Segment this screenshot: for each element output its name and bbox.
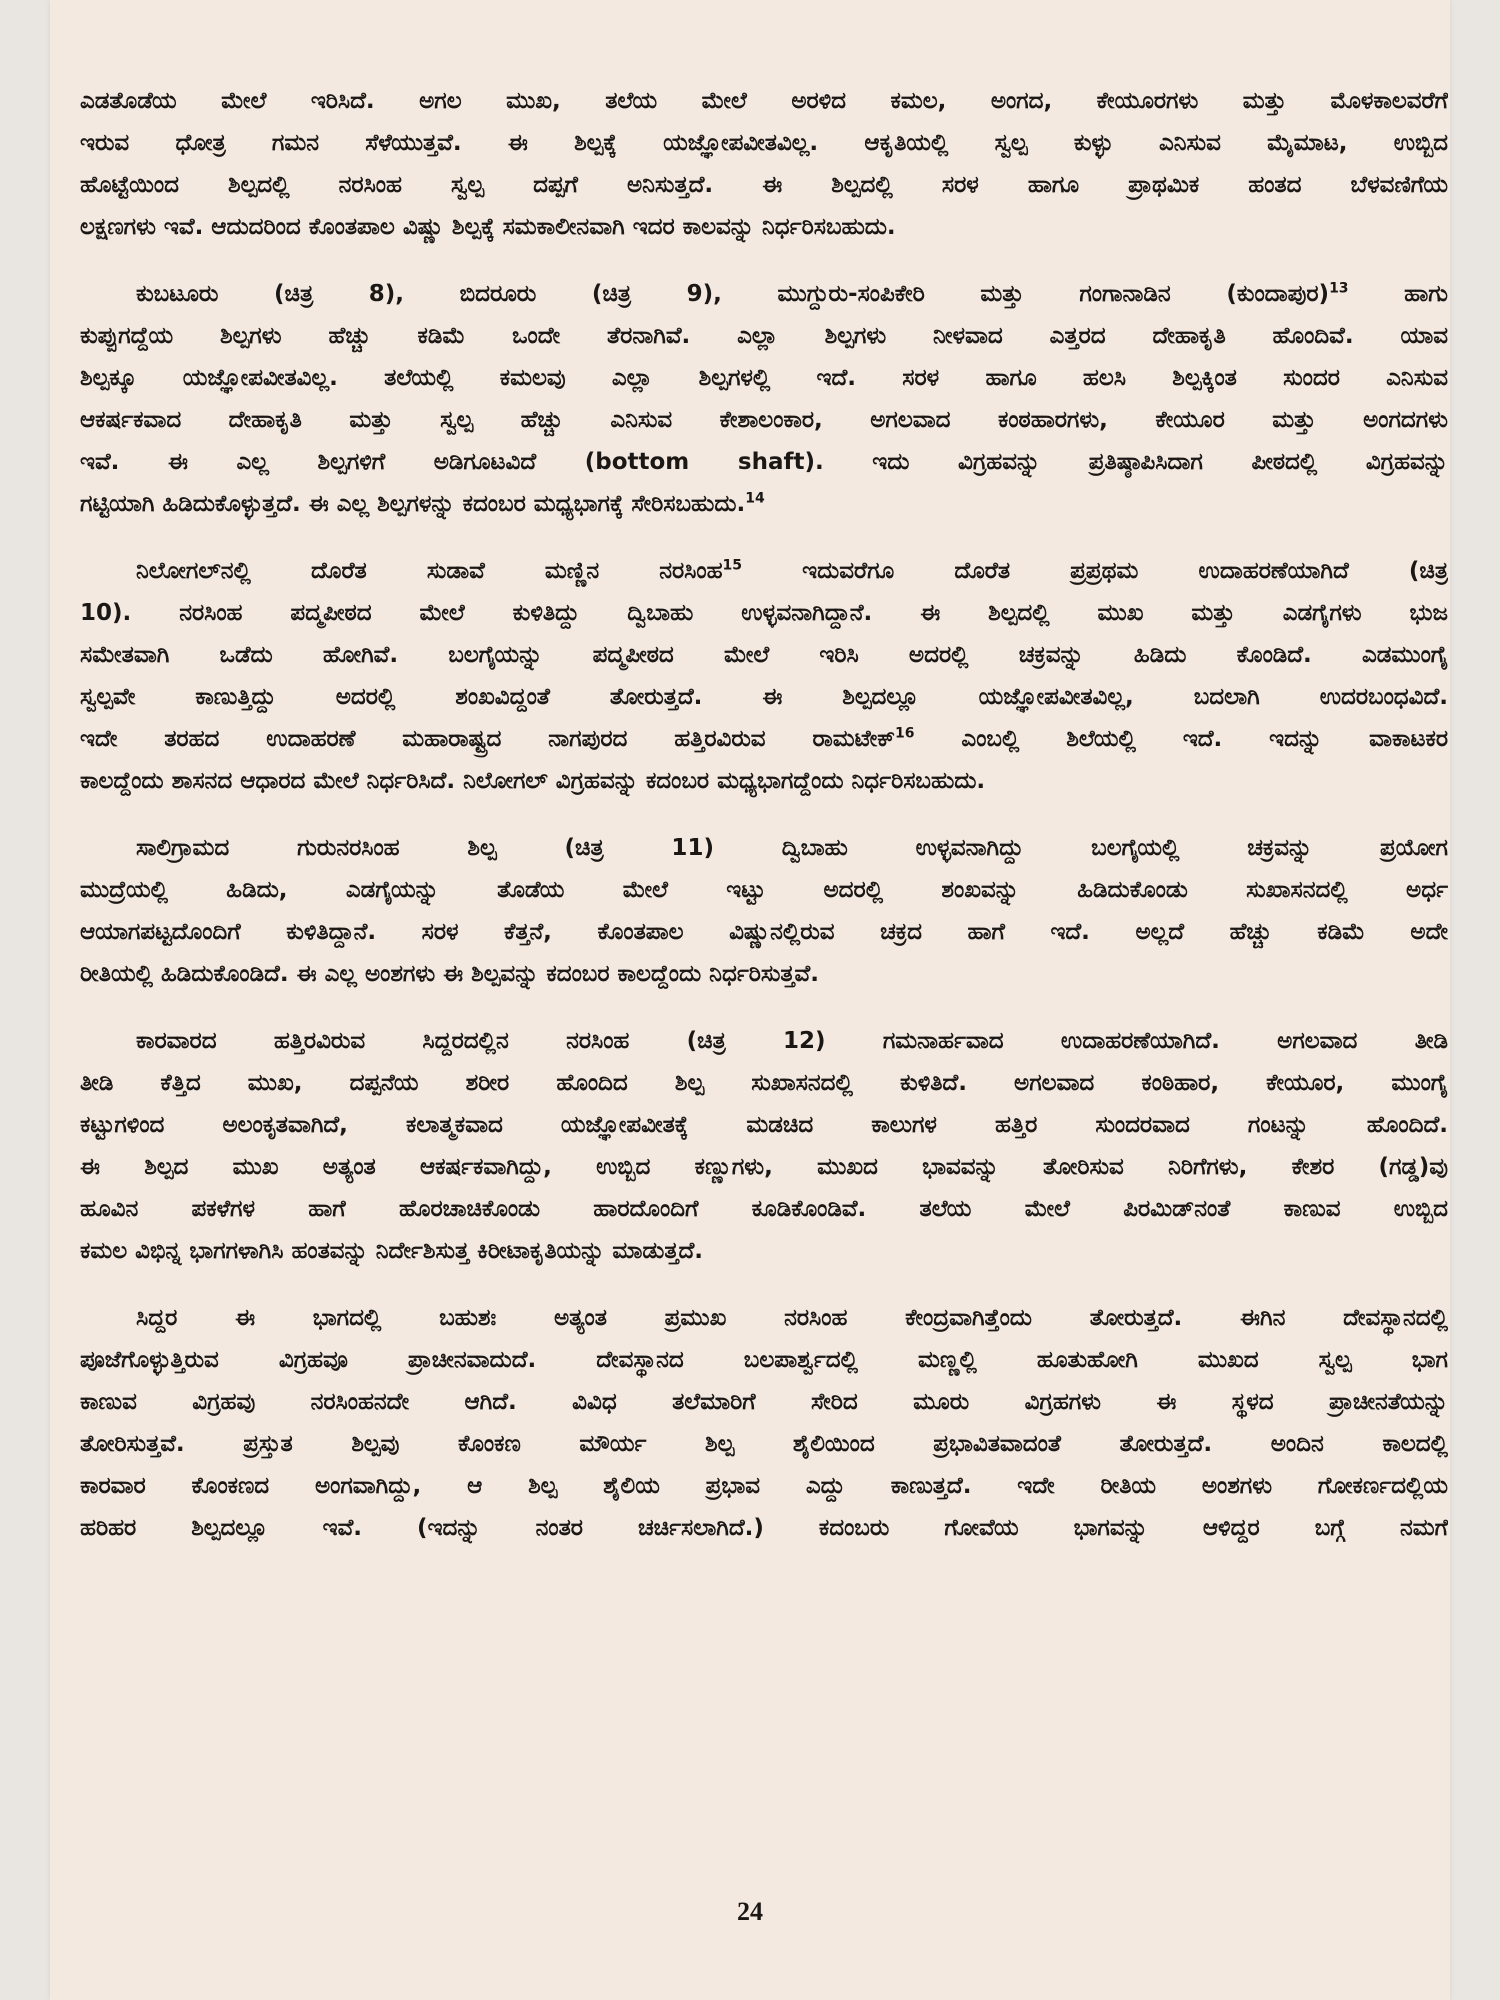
footnote-marker: 15 bbox=[722, 557, 743, 574]
text-line: ಇರುವ ಧೋತ್ರ ಗಮನ ಸೆಳೆಯುತ್ತವೆ. ಈ ಶಿಲ್ಪಕ್ಕೆ ಯಜ್ಞೋಪವೀತವಿಲ್ಲ. ಆಕೃತಿಯಲ್ಲಿ ಸ್ವಲ್ಪ ಕುಳ್ಳು ಎನಿಸುವ ಮೈಮಾಟ, ಉಬ್ಬಿದ bbox=[80, 130, 1448, 156]
line-segment: ಕುಬಟೂರು (ಚಿತ್ರ 8), ಬಿದರೂರು (ಚಿತ್ರ 9), ಮುಗ್ದುರು-ಸಂಪಿಕೇರಿ ಮತ್ತು ಗಂಗಾನಾಡಿನ (ಕುಂದಾಪುರ) bbox=[136, 281, 1330, 307]
text-line: ಪೂಜೆಗೊಳ್ಳುತ್ತಿರುವ ವಿಗ್ರಹವೂ ಪ್ರಾಚೀನವಾದುದೆ. ದೇವಸ್ಥಾನದ ಬಲಪಾರ್ಶ್ವದಲ್ಲಿ ಮಣ್ಣಲ್ಲಿ ಹೂತುಹೋಗಿ ಮುಖದ ಸ್ವಲ್ಪ ಭಾಗ bbox=[80, 1347, 1448, 1373]
text-line bbox=[80, 273, 1448, 315]
text-line: ಸಾಲಿಗ್ರಾಮದ ಗುರುನರಸಿಂಹ ಶಿಲ್ಪ (ಚಿತ್ರ 11) ದ್ವಿಬಾಹು ಉಳ್ಳವನಾಗಿದ್ದು ಬಲಗೈಯಲ್ಲಿ ಚಕ್ರವನ್ನು ಪ್ರಯೋಗ bbox=[136, 835, 1448, 861]
body-text bbox=[80, 80, 1448, 1574]
text-line: ಆಕರ್ಷಕವಾದ ದೇಹಾಕೃತಿ ಮತ್ತು ಸ್ವಲ್ಪ ಹೆಚ್ಚು ಎನಿಸುವ ಕೇಶಾಲಂಕಾರ, ಅಗಲವಾದ ಕಂಠಹಾರಗಳು, ಕೇಯೂರ ಮತ್ತು ಅಂಗದಗಳು bbox=[80, 407, 1448, 433]
text-line: ಕಮಲ ವಿಭಿನ್ನ ಭಾಗಗಳಾಗಿಸಿ ಹಂತವನ್ನು ನಿರ್ದೇಶಿಸುತ್ತ ಕಿರೀಟಾಕೃತಿಯನ್ನು ಮಾಡುತ್ತದೆ. bbox=[80, 1238, 704, 1264]
line-segment: ಇದೇ ತರಹದ ಉದಾಹರಣೆ ಮಹಾರಾಷ್ಟ್ರದ ನಾಗಪುರದ ಹತ್ತಿರವಿರುವ ರಾಮಟೇಕ್ bbox=[80, 726, 896, 752]
text-line: ಹೂವಿನ ಪಕಳೆಗಳ ಹಾಗೆ ಹೊರಚಾಚಿಕೊಂಡು ಹಾರದೊಂದಿಗೆ ಕೂಡಿಕೊಂಡಿವೆ. ತಲೆಯ ಮೇಲೆ ಪಿರಮಿಡ್‌ನಂತೆ ಕಾಣುವ ಉಬ್ಬಿದ bbox=[80, 1196, 1448, 1222]
text-line: ಶಿಲ್ಪಕ್ಕೂ ಯಜ್ಞೋಪವೀತವಿಲ್ಲ. ತಲೆಯಲ್ಲಿ ಕಮಲವು ಎಲ್ಲಾ ಶಿಲ್ಪಗಳಲ್ಲಿ ಇದೆ. ಸರಳ ಹಾಗೂ ಹಲಸಿ ಶಿಲ್ಪಕ್ಕಿಂತ ಸುಂದರ ಎನಿಸುವ bbox=[80, 365, 1448, 391]
paragraph-5 bbox=[80, 1020, 1448, 1272]
footnote-marker: 13 bbox=[1329, 280, 1349, 297]
text-line: ಲಕ್ಷಣಗಳು ಇವೆ. ಆದುದರಿಂದ ಕೊಂತಪಾಲ ವಿಷ್ಣು ಶಿಲ್ಪಕ್ಕೆ ಸಮಕಾಲೀನವಾಗಿ ಇದರ ಕಾಲವನ್ನು ನಿರ್ಧರಿಸಬಹುದು. bbox=[80, 214, 896, 240]
text-line bbox=[80, 550, 1448, 592]
line-segment: ನಿಲೋಗಲ್‌ನಲ್ಲಿ ದೊರೆತ ಸುಡಾವೆ ಮಣ್ಣಿನ ನರಸಿಂಹ bbox=[136, 558, 723, 584]
text-line: ಕಾರವಾರ ಕೊಂಕಣದ ಅಂಗವಾಗಿದ್ದು, ಆ ಶಿಲ್ಪ ಶೈಲಿಯ ಪ್ರಭಾವ ಎದ್ದು ಕಾಣುತ್ತದೆ. ಇದೇ ರೀತಿಯ ಅಂಶಗಳು ಗೋಕರ್ಣದಲ್ಲಿಯ bbox=[80, 1473, 1448, 1499]
text-line: ಕುಪ್ಪುಗದ್ದೆಯ ಶಿಲ್ಪಗಳು ಹೆಚ್ಚು ಕಡಿಮೆ ಒಂದೇ ತೆರನಾಗಿವೆ. ಎಲ್ಲಾ ಶಿಲ್ಪಗಳು ನೀಳವಾದ ಎತ್ತರದ ದೇಹಾಕೃತಿ ಹೊಂದಿವೆ. ಯಾವ bbox=[80, 323, 1448, 349]
page-number: 24 bbox=[737, 1897, 763, 1926]
text-line: ತೋರಿಸುತ್ತವೆ. ಪ್ರಸ್ತುತ ಶಿಲ್ಪವು ಕೊಂಕಣ ಮೌರ್ಯ ಶಿಲ್ಪ ಶೈಲಿಯಿಂದ ಪ್ರಭಾವಿತವಾದಂತೆ ತೋರುತ್ತದೆ. ಅಂದಿನ ಕಾಲದಲ್ಲಿ bbox=[80, 1431, 1448, 1457]
paragraph-3 bbox=[80, 550, 1448, 802]
line-segment: ಇದುವರೆಗೂ ದೊರೆತ ಪ್ರಪ್ರಥಮ ಉದಾಹರಣೆಯಾಗಿದೆ (ಚಿತ್ರ bbox=[742, 558, 1448, 584]
text-line: ಕಟ್ಟುಗಳಿಂದ ಅಲಂಕೃತವಾಗಿದೆ, ಕಲಾತ್ಮಕವಾದ ಯಜ್ಞೋಪವೀತಕ್ಕೆ ಮಡಚಿದ ಕಾಲುಗಳ ಹತ್ತಿರ ಸುಂದರವಾದ ಗಂಟನ್ನು ಹೊಂದಿದೆ. bbox=[80, 1112, 1448, 1138]
text-line: 10). ನರಸಿಂಹ ಪದ್ಮಪೀಠದ ಮೇಲೆ ಕುಳಿತಿದ್ದು ದ್ವಿಬಾಹು ಉಳ್ಳವನಾಗಿದ್ದಾನೆ. ಈ ಶಿಲ್ಪದಲ್ಲಿ ಮುಖ ಮತ್ತು ಎಡಗೈಗಳು ಭುಜ bbox=[80, 600, 1448, 626]
text-line: ಹೊಟ್ಟೆಯಿಂದ ಶಿಲ್ಪದಲ್ಲಿ ನರಸಿಂಹ ಸ್ವಲ್ಪ ದಪ್ಪಗೆ ಅನಿಸುತ್ತದೆ. ಈ ಶಿಲ್ಪದಲ್ಲಿ ಸರಳ ಹಾಗೂ ಪ್ರಾಥಮಿಕ ಹಂತದ ಬೆಳವಣಿಗೆಯ bbox=[80, 172, 1448, 198]
text-line: ಕಾಣುವ ವಿಗ್ರಹವು ನರಸಿಂಹನದೇ ಆಗಿದೆ. ವಿವಿಧ ತಲೆಮಾರಿಗೆ ಸೇರಿದ ಮೂರು ವಿಗ್ರಹಗಳು ಈ ಸ್ಥಳದ ಪ್ರಾಚೀನತೆಯನ್ನು bbox=[80, 1389, 1448, 1415]
text-line: ಸಮೇತವಾಗಿ ಒಡೆದು ಹೋಗಿವೆ. ಬಲಗೈಯನ್ನು ಪದ್ಮಪೀಠದ ಮೇಲೆ ಇರಿಸಿ ಅದರಲ್ಲಿ ಚಕ್ರವನ್ನು ಹಿಡಿದು ಕೊಂಡಿದೆ. ಎಡಮುಂಗೈ bbox=[80, 642, 1448, 668]
text-line: ಆಯಾಗಪಟ್ಟದೊಂದಿಗೆ ಕುಳಿತಿದ್ದಾನೆ. ಸರಳ ಕೆತ್ತನೆ, ಕೊಂತಪಾಲ ವಿಷ್ಣುನಲ್ಲಿರುವ ಚಕ್ರದ ಹಾಗೆ ಇದೆ. ಅಲ್ಲದೆ ಹೆಚ್ಚು ಕಡಿಮೆ ಅದೇ bbox=[80, 919, 1448, 945]
footnote-marker: 16 bbox=[895, 725, 915, 742]
paragraph-2 bbox=[80, 273, 1448, 525]
text-line: ಕಾಲದ್ದೆಂದು ಶಾಸನದ ಆಧಾರದ ಮೇಲೆ ನಿರ್ಧರಿಸಿದೆ. ನಿಲೋಗಲ್ ವಿಗ್ರಹವನ್ನು ಕದಂಬರ ಮಧ್ಯಭಾಗದ್ದೆಂದು ನಿರ್ಧರಿಸಬಹುದು. bbox=[80, 768, 986, 794]
line-segment: ಹಾಗು bbox=[1348, 281, 1448, 307]
text-line: ಸ್ವಲ್ಪವೇ ಕಾಣುತ್ತಿದ್ದು ಅದರಲ್ಲಿ ಶಂಖವಿದ್ದಂತೆ ತೋರುತ್ತದೆ. ಈ ಶಿಲ್ಪದಲ್ಲೂ ಯಜ್ಞೋಪವೀತವಿಲ್ಲ, ಬದಲಾಗಿ ಉದರಬಂಧವಿದೆ. bbox=[80, 684, 1448, 710]
text-line: ಕಾರವಾರದ ಹತ್ತಿರವಿರುವ ಸಿದ್ದರದಲ್ಲಿನ ನರಸಿಂಹ (ಚಿತ್ರ 12) ಗಮನಾರ್ಹವಾದ ಉದಾಹರಣೆಯಾಗಿದೆ. ಅಗಲವಾದ ತೀಡಿ bbox=[136, 1028, 1448, 1054]
text-line: ಎಡತೊಡೆಯ ಮೇಲೆ ಇರಿಸಿದೆ. ಅಗಲ ಮುಖ, ತಲೆಯ ಮೇಲೆ ಅರಳಿದ ಕಮಲ, ಅಂಗದ, ಕೇಯೂರಗಳು ಮತ್ತು ಮೊಳಕಾಲವರೆಗೆ bbox=[80, 88, 1448, 114]
line-segment: ಗಟ್ಟಿಯಾಗಿ ಹಿಡಿದುಕೊಳ್ಳುತ್ತದೆ. ಈ ಎಲ್ಲ ಶಿಲ್ಪಗಳನ್ನು ಕದಂಬರ ಮಧ್ಯಭಾಗಕ್ಕೆ ಸೇರಿಸಬಹುದು. bbox=[80, 491, 746, 517]
paragraph-4 bbox=[80, 827, 1448, 995]
text-line: ಹರಿಹರ ಶಿಲ್ಪದಲ್ಲೂ ಇವೆ. (ಇದನ್ನು ನಂತರ ಚರ್ಚಿಸಲಾಗಿದೆ.) ಕದಂಬರು ಗೋವೆಯ ಭಾಗವನ್ನು ಆಳಿದ್ದರ ಬಗ್ಗೆ ನಮಗೆ bbox=[80, 1515, 1448, 1541]
text-line bbox=[80, 483, 1448, 525]
text-line: ಇವೆ. ಈ ಎಲ್ಲ ಶಿಲ್ಪಗಳಿಗೆ ಅಡಿಗೂಟವಿದೆ (bottom shaft). ಇದು ವಿಗ್ರಹವನ್ನು ಪ್ರತಿಷ್ಠಾಪಿಸಿದಾಗ ಪೀಠದಲ್ಲಿ ವಿಗ್ರಹವನ್ನು bbox=[80, 449, 1448, 475]
text-line: ಸಿದ್ದರ ಈ ಭಾಗದಲ್ಲಿ ಬಹುಶಃ ಅತ್ಯಂತ ಪ್ರಮುಖ ನರಸಿಂಹ ಕೇಂದ್ರವಾಗಿತ್ತೆಂದು ತೋರುತ್ತದೆ. ಈಗಿನ ದೇವಸ್ಥಾನದಲ್ಲಿ bbox=[136, 1305, 1448, 1331]
text-line: ಮುದ್ರೆಯಲ್ಲಿ ಹಿಡಿದು, ಎಡಗೈಯನ್ನು ತೊಡೆಯ ಮೇಲೆ ಇಟ್ಟು ಅದರಲ್ಲಿ ಶಂಖವನ್ನು ಹಿಡಿದುಕೊಂಡು ಸುಖಾಸನದಲ್ಲಿ ಅರ್ಧ bbox=[80, 877, 1448, 903]
text-line bbox=[80, 718, 1448, 760]
paragraph-1 bbox=[80, 80, 1448, 248]
footnote-marker: 14 bbox=[745, 490, 765, 507]
line-segment: ಎಂಬಲ್ಲಿ ಶಿಲೆಯಲ್ಲಿ ಇದೆ. ಇದನ್ನು ವಾಕಾಟಕರ bbox=[914, 726, 1448, 752]
text-line: ರೀತಿಯಲ್ಲಿ ಹಿಡಿದುಕೊಂಡಿದೆ. ಈ ಎಲ್ಲ ಅಂಶಗಳು ಈ ಶಿಲ್ಪವನ್ನು ಕದಂಬರ ಕಾಲದ್ದೆಂದು ನಿರ್ಧರಿಸುತ್ತವೆ. bbox=[80, 961, 819, 987]
text-line: ಈ ಶಿಲ್ಪದ ಮುಖ ಅತ್ಯಂತ ಆಕರ್ಷಕವಾಗಿದ್ದು, ಉಬ್ಬಿದ ಕಣ್ಣುಗಳು, ಮುಖದ ಭಾವವನ್ನು ತೋರಿಸುವ ನಿರಿಗೆಗಳು, ಕೇಶರ (ಗಡ್ಡ)ವು bbox=[80, 1154, 1448, 1180]
book-page bbox=[50, 0, 1450, 2000]
paragraph-6 bbox=[80, 1297, 1448, 1549]
text-line: ತೀಡಿ ಕೆತ್ತಿದ ಮುಖ, ದಪ್ಪನೆಯ ಶರೀರ ಹೊಂದಿದ ಶಿಲ್ಪ ಸುಖಾಸನದಲ್ಲಿ ಕುಳಿತಿದೆ. ಅಗಲವಾದ ಕಂಠಿಹಾರ, ಕೇಯೂರ, ಮುಂಗೈ bbox=[80, 1070, 1448, 1096]
